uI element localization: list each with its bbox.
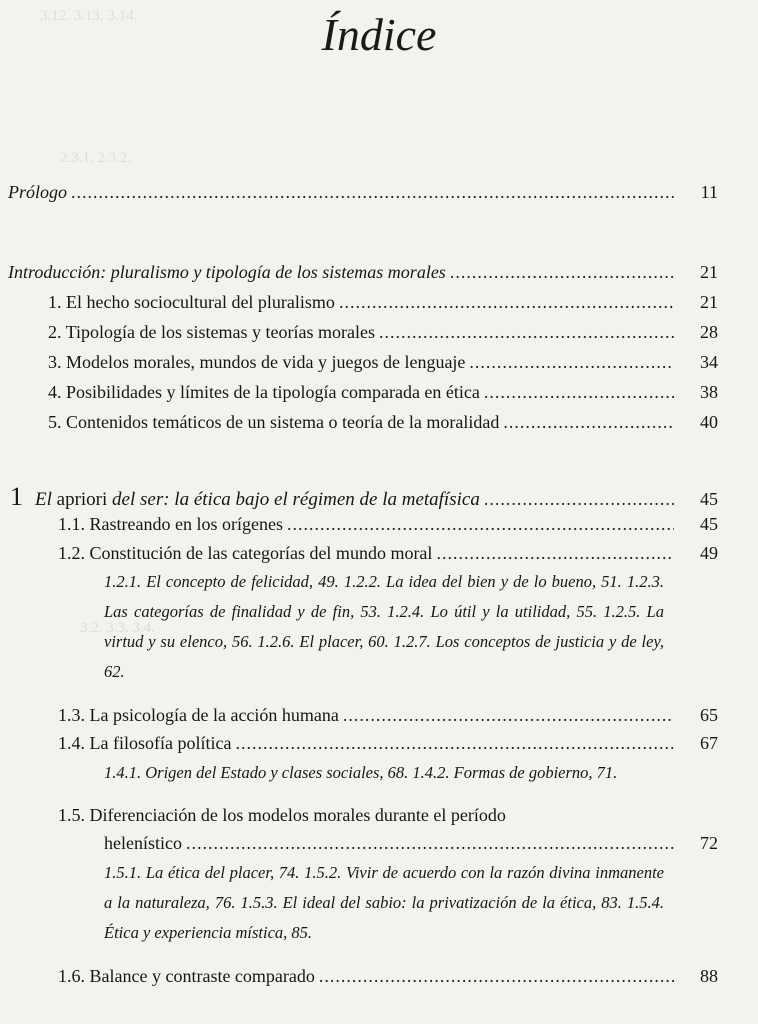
toc-entry-intro-3[interactable] xyxy=(0,352,758,382)
toc-label: 1. El hecho sociocultural del pluralismo xyxy=(48,292,335,312)
toc-entry-1-1[interactable] xyxy=(0,514,758,544)
toc-page: 72 xyxy=(700,833,718,853)
leader-dots xyxy=(186,833,674,854)
leader-dots xyxy=(469,352,674,373)
toc-entry-intro-1[interactable] xyxy=(0,292,758,322)
toc-label: 1.3. La psicología de la acción humana xyxy=(58,705,339,725)
toc-page: 45 xyxy=(700,489,718,509)
toc-label: 4. Posibilidades y límites de la tipología comparada en ética xyxy=(48,382,480,402)
leader-dots xyxy=(339,292,674,313)
leader-dots xyxy=(484,382,674,403)
toc-label: 1.5. Diferenciación de los modelos morales durante el período xyxy=(58,805,506,825)
toc-page: 34 xyxy=(700,352,718,372)
leader-dots xyxy=(71,182,674,203)
toc-label: Introducción: pluralismo y tipología de los sistemas morales xyxy=(8,262,446,282)
toc-entry-chapter-1[interactable] xyxy=(0,482,758,516)
toc-page: 65 xyxy=(700,705,718,725)
toc-entry-prologo[interactable] xyxy=(0,182,758,212)
toc-page: 88 xyxy=(700,966,718,986)
toc-page: 21 xyxy=(700,262,718,282)
toc-page: 38 xyxy=(700,382,718,402)
leader-dots xyxy=(343,705,674,726)
toc-page: 28 xyxy=(700,322,718,342)
toc-entry-intro-2[interactable] xyxy=(0,322,758,352)
toc-label: 1.6. Balance y contraste comparado xyxy=(58,966,315,986)
leader-dots xyxy=(503,412,674,433)
toc-label: 1.4. La filosofía política xyxy=(58,733,232,753)
toc-subentries-1-2: 1.2.1. El concepto de felicidad, 49. 1.2.2. La idea del bien y de lo bueno, 51. 1.2.3. Las categorías de finalidad y de fin, 53. 1.2.4. Lo útil y la utilidad, 55. 1.2.5. La virtud y su elenco, 56. 1.2.6. El placer, 60. 1.2.7. Los conceptos de justicia y de ley, 62. xyxy=(104,572,664,681)
toc-subentries-1-5: 1.5.1. La ética del placer, 74. 1.5.2. Vivir de acuerdo con la razón divina inmanente a la naturaleza, 76. 1.5.3. El ideal del sabio: la privatización de la ética, 83. 1.5.4. Ética y experiencia mística, 85. xyxy=(104,863,664,942)
toc-label-part: del ser: la ética bajo el régimen de la metafísica xyxy=(112,489,480,510)
bleed-through: 2.3.1. 2.3.2. xyxy=(60,150,132,166)
toc-label-part: El xyxy=(35,489,52,510)
leader-dots xyxy=(436,543,674,564)
toc-entry-1-3[interactable] xyxy=(0,705,758,735)
toc-label: 1.1. Rastreando en los orígenes xyxy=(58,514,283,534)
leader-dots xyxy=(484,489,674,510)
bleed-through: 3.2. 3.3. 3.4. xyxy=(80,620,155,636)
toc-entry-intro-5[interactable] xyxy=(0,412,758,442)
toc-label-part: apriori xyxy=(51,489,113,510)
page-title: Índice xyxy=(321,9,437,60)
toc-entry-1-6[interactable] xyxy=(0,966,758,996)
toc-label: helenístico xyxy=(104,833,182,853)
toc-page: 45 xyxy=(700,514,718,534)
toc-page: 49 xyxy=(700,543,718,563)
toc-page: 11 xyxy=(700,182,718,202)
leader-dots xyxy=(450,262,674,283)
toc-label: 2. Tipología de los sistemas y teorías morales xyxy=(48,322,375,342)
toc-page: 21 xyxy=(700,292,718,312)
toc-entry-intro-4[interactable] xyxy=(0,382,758,412)
toc-label: 5. Contenidos temáticos de un sistema o teoría de la moralidad xyxy=(48,412,500,432)
toc-label: 1.2. Constitución de las categorías del mundo moral xyxy=(58,543,433,563)
leader-dots xyxy=(319,966,674,987)
leader-dots xyxy=(379,322,674,343)
toc-entry-1-5[interactable] xyxy=(0,805,758,835)
leader-dots xyxy=(235,733,674,754)
toc-label: Prólogo xyxy=(8,182,68,202)
toc-page: 67 xyxy=(700,733,718,753)
chapter-number: 1 xyxy=(10,482,23,511)
bleed-through: 3.12. 3.13. 3.14. xyxy=(40,8,138,24)
toc-label: 3. Modelos morales, mundos de vida y juegos de lenguaje xyxy=(48,352,466,372)
toc-page: 40 xyxy=(700,412,718,432)
toc-subentries-1-4: 1.4.1. Origen del Estado y clases sociales, 68. 1.4.2. Formas de gobierno, 71. xyxy=(104,763,618,782)
leader-dots xyxy=(287,514,674,535)
toc-entry-introduccion[interactable] xyxy=(0,262,758,292)
